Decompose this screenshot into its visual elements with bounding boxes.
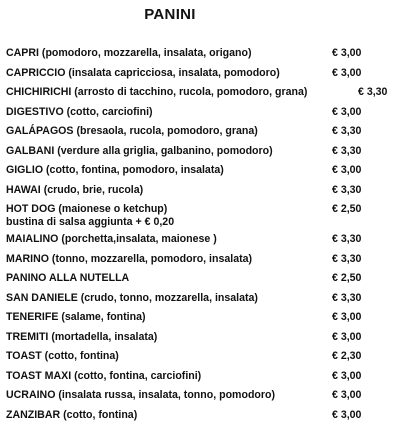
item-name: SAN DANIELE [6,291,78,304]
item-desc: (mortadella, insalata) [51,330,158,343]
menu-title: PANINI [144,6,196,23]
item-price: € 3,00 [332,164,362,176]
item-name: ZANZIBAR [6,408,61,421]
item-desc: (porchetta,insalata, maionese ) [61,233,217,245]
menu-item [6,250,396,270]
panini-list [6,44,396,425]
item-name: TENERIFE [6,311,59,323]
item-desc: (pomodoro, mozzarella, insalata, origano) [41,47,252,59]
item-name: MARINO [6,252,49,265]
item-price: € 3,00 [332,330,362,343]
item-price: € 3,30 [332,233,362,245]
item-name: CHICHIRICHI [6,86,72,98]
menu-item [6,269,396,289]
menu-item [6,308,396,328]
item-price: € 3,00 [332,47,362,59]
item-price: € 3,30 [332,183,362,196]
item-price: € 2,30 [332,350,362,362]
item-price: € 3,30 [358,86,388,98]
item-desc: (verdure alla griglia, galbanino, pomodoro) [57,144,273,157]
item-price: € 3,00 [332,369,362,382]
menu-item [6,161,396,181]
menu-item [6,44,396,64]
item-name: PANINO ALLA NUTELLA [6,272,130,284]
item-desc: (insalata russa, insalata, tonno, pomodoro) [58,389,276,401]
menu-item [6,103,396,123]
item-price: € 3,00 [332,389,362,401]
item-price: € 3,30 [332,291,362,304]
item-name: CAPRI [6,47,39,59]
item-name: GALBANI [6,144,55,157]
menu-item [6,230,396,250]
menu-item [6,181,396,201]
item-price: € 2,50 [332,272,362,284]
menu-item [6,406,396,426]
item-desc: (cotto, fontina, carciofini) [74,369,202,382]
item-note: bustina di salsa aggiunta + € 0,20 [6,216,175,228]
item-price: € 2,50 [332,203,362,215]
item-desc: (arrosto di tacchino, rucola, pomodoro, grana) [74,86,308,98]
item-price: € 3,30 [332,252,362,265]
item-name: MAIALINO [6,233,59,245]
item-desc: (cotto, fontina) [44,350,119,362]
item-desc: (tonno, mozzarella, pomodoro, insalata) [51,252,253,265]
item-desc: (bresaola, rucola, pomodoro, grana) [76,125,258,137]
item-desc: (cotto, fontina, pomodoro, insalata) [46,164,224,176]
menu-item [6,386,396,406]
menu-item [6,347,396,367]
menu-item [6,367,396,387]
item-price: € 3,00 [332,408,362,421]
menu-item [6,289,396,309]
item-name: TOAST MAXI [6,369,72,382]
item-name: DIGESTIVO [6,105,64,118]
menu-item [6,328,396,348]
item-desc: (crudo, tonno, mozzarella, insalata) [80,291,258,304]
item-name: TREMITI [6,330,49,343]
menu-item [6,200,396,230]
item-desc: (insalata capricciosa, insalata, pomodoro) [68,66,280,79]
item-name: HAWAI [6,183,41,196]
item-desc: (cotto, carciofini) [66,105,153,118]
item-price: € 3,00 [332,66,362,79]
menu-item [6,142,396,162]
item-price: € 3,30 [332,125,362,137]
item-desc: (cotto, fontina) [63,408,138,421]
item-name: CAPRICCIO [6,66,66,79]
item-desc: (salame, fontina) [61,311,146,323]
item-price: € 3,00 [332,105,362,118]
menu-item [6,83,396,103]
item-price: € 3,00 [332,311,362,323]
item-name: GIGLIO [6,164,44,176]
item-name: TOAST [6,350,42,362]
menu-item [6,122,396,142]
menu-item [6,64,396,84]
item-name: GALÁPAGOS [6,125,74,137]
item-name: HOT DOG [6,203,56,215]
item-name: UCRAINO [6,389,56,401]
item-desc: (crudo, brie, rucola) [43,183,144,196]
item-desc: (maionese o ketchup) [58,203,168,215]
item-price: € 3,30 [332,144,362,157]
